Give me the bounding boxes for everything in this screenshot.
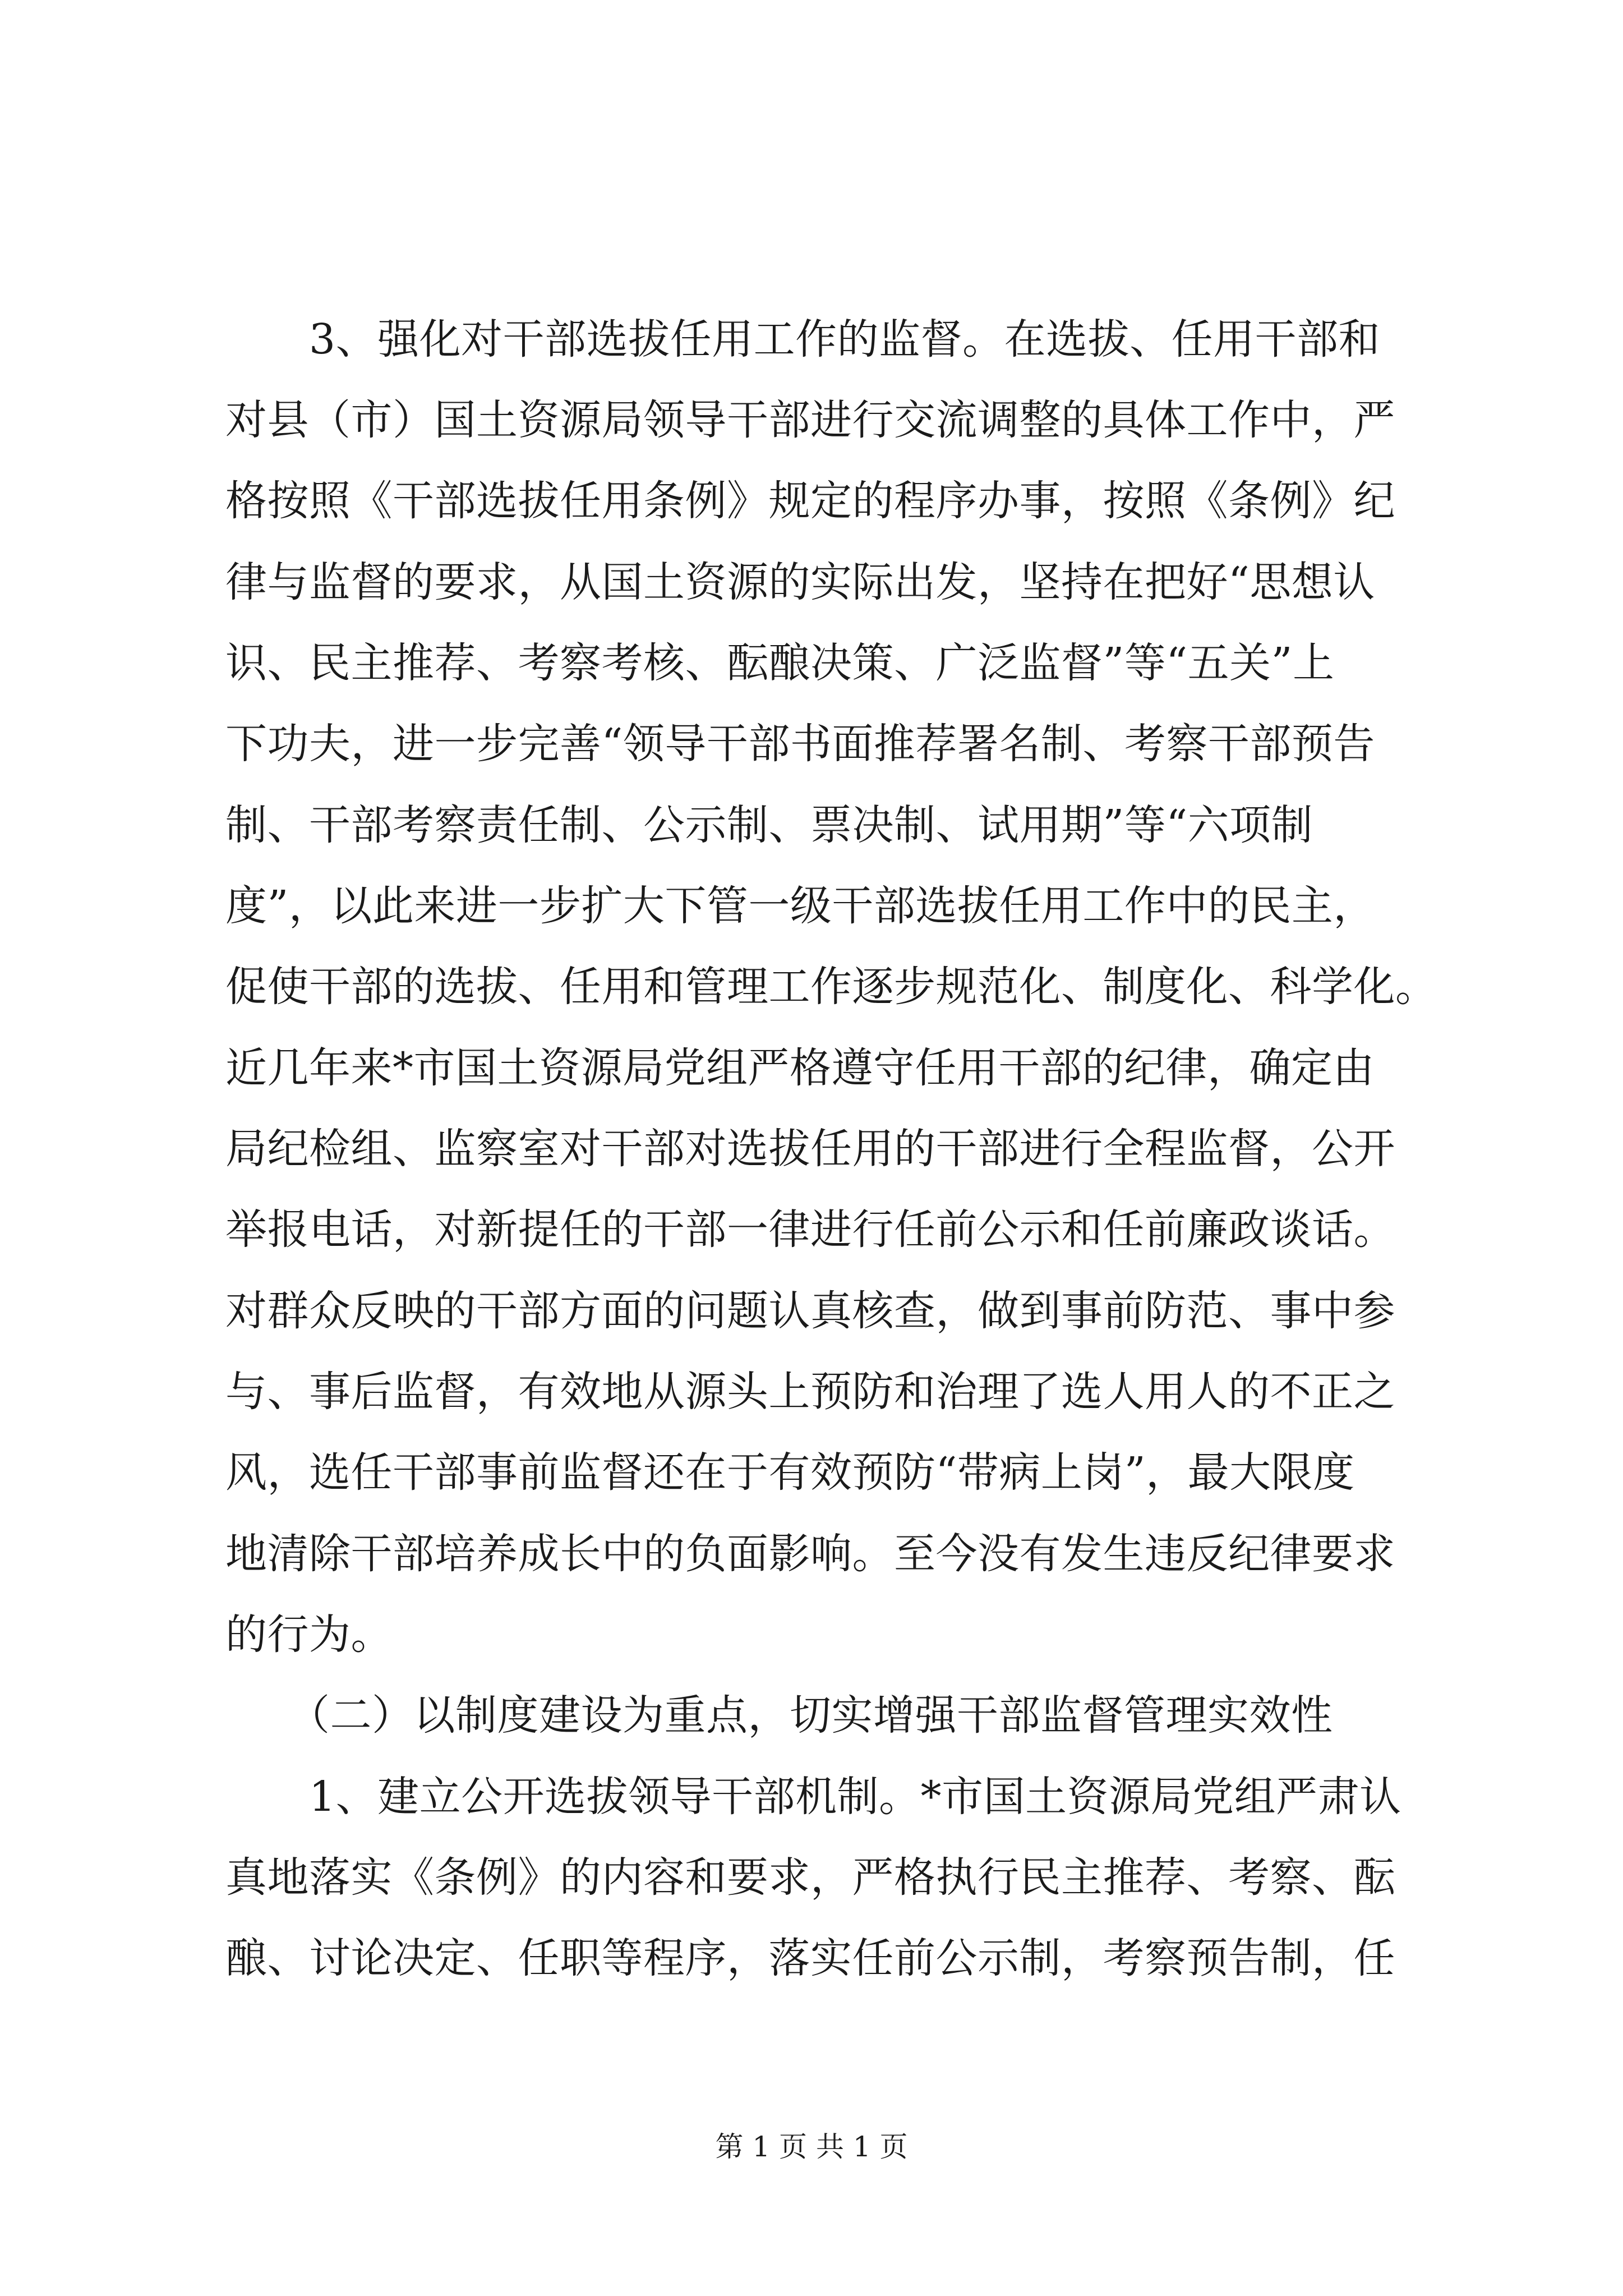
body-text-line: 局纪检组、监察室对干部对选拔任用的干部进行全程监督，公开 — [225, 1125, 1395, 1173]
body-text-line: 真地落实《条例》的内容和要求，严格执行民主推荐、考察、酝 — [225, 1853, 1395, 1902]
body-text-line: 制、干部考察责任制、公示制、票决制、试用期”等“六项制 — [225, 801, 1313, 849]
body-text-line: 近几年来*市国土资源局党组严格遵守任用干部的纪律，确定由 — [225, 1044, 1375, 1092]
body-text-line: 对县（市）国土资源局领导干部进行交流调整的具体工作中，严 — [225, 396, 1395, 444]
body-text-line: 3、强化对干部选拔任用工作的监督。在选拔、任用干部和 — [225, 315, 1381, 364]
body-text-line: 下功夫，进一步完善“领导干部书面推荐署名制、考察干部预告 — [225, 720, 1375, 768]
section-heading: （二）以制度建设为重点，切实增强干部监督管理实效性 — [225, 1691, 1333, 1740]
body-text-line: 对群众反映的干部方面的问题认真核查，做到事前防范、事中参 — [225, 1287, 1395, 1335]
body-text-line: 风，选任干部事前监督还在于有效预防“带病上岗”，最大限度 — [225, 1448, 1355, 1497]
body-text-line: 识、民主推荐、考察考核、酝酿决策、广泛监督”等“五关”上 — [225, 639, 1335, 687]
body-text-line: 酿、讨论决定、任职等程序，落实任前公示制，考察预告制，任 — [225, 1934, 1395, 1982]
body-text-line: 举报电话，对新提任的干部一律进行任前公示和任前廉政谈话。 — [225, 1205, 1395, 1254]
body-text-line: 度”，以此来进一步扩大下管一级干部选拔任用工作中的民主， — [225, 882, 1375, 930]
body-text-line: 的行为。 — [225, 1611, 393, 1659]
page-number-footer: 第 1 页 共 1 页 — [715, 2131, 908, 2163]
body-text-line: 1、建立公开选拔领导干部机制。*市国土资源局党组严肃认 — [225, 1773, 1401, 1821]
body-text-line: 律与监督的要求，从国土资源的实际出发，坚持在把好“思想认 — [225, 558, 1375, 606]
body-text-line: 格按照《干部选拔任用条例》规定的程序办事，按照《条例》纪 — [225, 477, 1395, 525]
body-text-line: 与、事后监督，有效地从源头上预防和治理了选人用人的不正之 — [225, 1368, 1395, 1416]
body-text-line: 促使干部的选拔、任用和管理工作逐步规范化、制度化、科学化。 — [225, 963, 1437, 1011]
body-text-line: 地清除干部培养成长中的负面影响。至今没有发生违反纪律要求 — [225, 1530, 1395, 1578]
